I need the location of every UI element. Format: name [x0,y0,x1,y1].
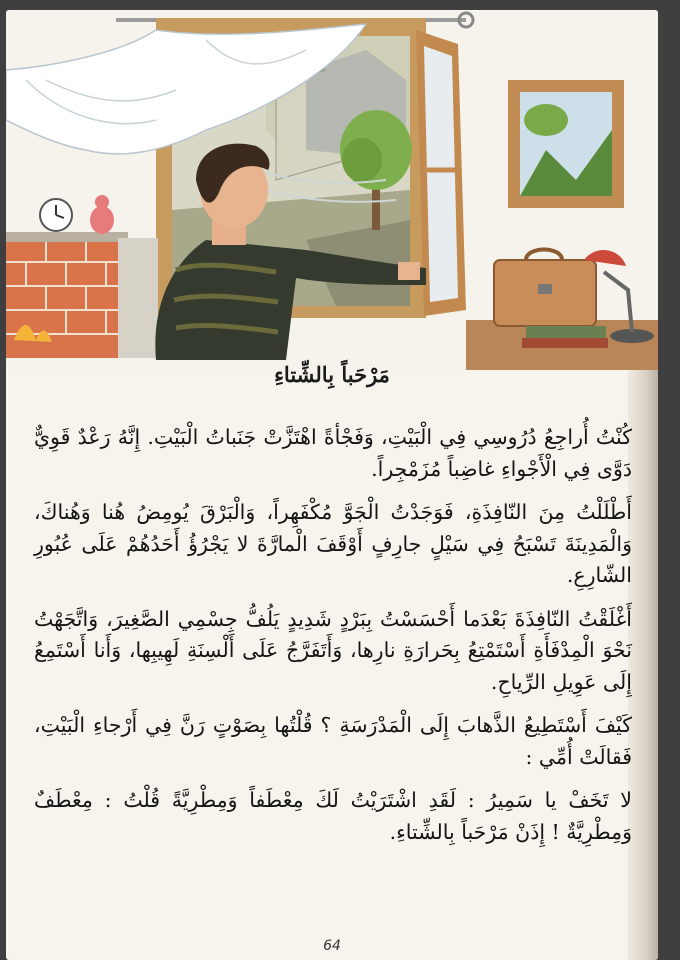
paragraph-3: أَغْلَقْتُ النّافِذَةَ بَعْدَما أَحْسَسْتُ بِبَرْدٍ شَدِيدٍ يَلُفُّ جِسْمِي الصَّغِيرَ، وَاتَّجَهْتُ نَحْوَ الْمِدْفَأَةِ أَسْتَمْتِعُ بِحَرارَةِ نارِها، وَأَتَفَرَّجُ عَلَى أَلْسِنَةِ لَهِيبِها، وَأَنا أَسْتَمِعُ إِلَى عَوِيلِ الرِّياحِ. [34,606,632,694]
paragraph-5: لا تَخَفْ يا سَمِيرُ : لَقَدِ اشْتَرَيْتُ لَكَ مِعْطَفاً وَمِطْرِيَّةً قُلْتُ : مِعْطَفٌ وَمِطْرِيَّةٌ ! إِذَنْ مَرْحَباً بِالشِّتاءِ. [34,788,632,844]
paragraph-4: كَيْفَ أَسْتَطِيعُ الذَّهابَ إِلَى الْمَدْرَسَةِ ؟ قُلْتُها بِصَوْتٍ رَنَّ فِي أَرْجاءِ الْبَيْتِ، فَقالَتْ أُمِّي : [34,713,632,769]
paragraph-1: كُنْتُ أُراجِعُ دُرُوسِي فِي الْبَيْتِ، وَفَجْأةً اهْتَزَّتْ جَنَباتُ الْبَيْتِ. إِنَّهُ رَعْدٌ قَوِيٌّ دَوَّى فِي الْأَجْواءِ غاضِباً مُزَمْجِراً. [34,425,632,481]
page-number: 64 [323,938,341,954]
book-page [6,10,658,960]
paragraph-2: أَطْلَلْتُ مِنَ النّافِذَةِ، فَوَجَدْتُ الْجَوَّ مُكْفَهِراً، وَالْبَرْقَ يُومِضُ هُنا وَهُناكَ، وَالْمَدِينَةَ تَسْبَحُ فِي سَيْلٍ جارِفٍ أَوْقَفَ الْمارَّةَ لا يَجْرُؤُ أَحَدُهُمْ عَلَى عُبُورِ الشّارِعِ. [34,500,632,587]
illustration-boy-at-window [6,10,658,370]
story-text [34,422,632,860]
lesson-title: مَرْحَباً بِالشِّتاءِ [274,362,390,387]
